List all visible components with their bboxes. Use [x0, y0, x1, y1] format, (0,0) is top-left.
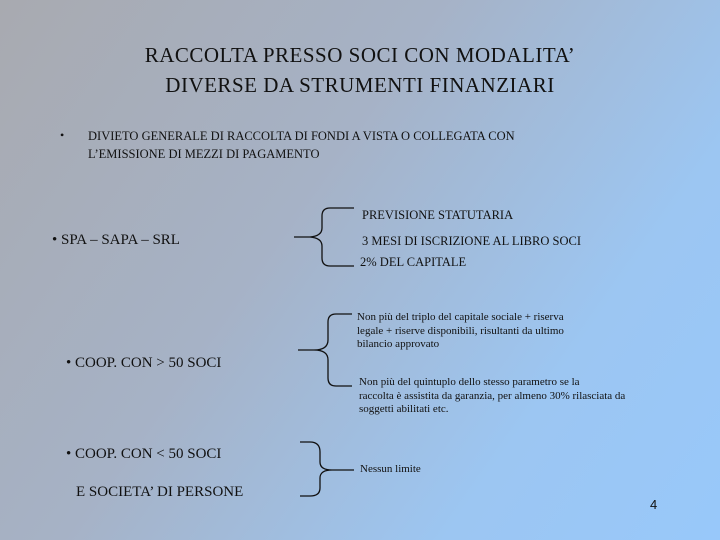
spa-label: • SPA – SAPA – SRL [52, 232, 180, 248]
intro-text [88, 127, 648, 163]
coop-over-item-quintuple-line3: soggetti abilitati etc. [359, 403, 449, 415]
page-number: 4 [650, 497, 658, 512]
spa-item-statutory: PREVISIONE STATUTARIA [362, 208, 514, 222]
intro-bullet: • [60, 128, 65, 142]
coop-over-item-quintuple-line2: raccolta è assistita da garanzia, per almeno 30% rilasciata da [359, 389, 626, 402]
coop-over-item-quintuple-line1: Non più del quintuplo dello stesso parametro se la [359, 376, 580, 388]
spa-item-capital: 2% DEL CAPITALE [360, 255, 467, 269]
coop-over-item-triple-line2: legale + riserve disponibili, risultanti da ultimo [357, 324, 564, 337]
coop-over-item-triple-line3: bilancio approvato [357, 338, 440, 350]
slide-title-line2: DIVERSE DA STRUMENTI FINANZIARI [165, 73, 555, 97]
coop-over-item-triple-line1: Non più del triplo del capitale sociale + riserva [357, 311, 564, 323]
spa-brace [292, 204, 362, 270]
coop-under-label-line1: • COOP. CON < 50 SOCI [66, 446, 222, 462]
coop-over-item-quintuple [359, 376, 625, 417]
intro-text-line1: DIVIETO GENERALE DI RACCOLTA DI FONDI A VISTA O COLLEGATA CON [88, 129, 515, 143]
intro-text-line2: L’EMISSIONE DI MEZZI DI PAGAMENTO [88, 147, 320, 161]
slide-title [60, 40, 660, 100]
coop-over-brace [296, 304, 360, 392]
spa-item-three-months: 3 MESI DI ISCRIZIONE AL LIBRO SOCI [362, 234, 581, 248]
coop-under-label-line2: E SOCIETA’ DI PERSONE [76, 484, 244, 500]
coop-under-item: Nessun limite [360, 463, 421, 475]
coop-over-item-triple [357, 311, 564, 352]
coop-under-brace [296, 438, 360, 502]
coop-over-label: • COOP. CON > 50 SOCI [66, 355, 222, 371]
slide-title-line1: RACCOLTA PRESSO SOCI CON MODALITA’ [144, 43, 576, 67]
